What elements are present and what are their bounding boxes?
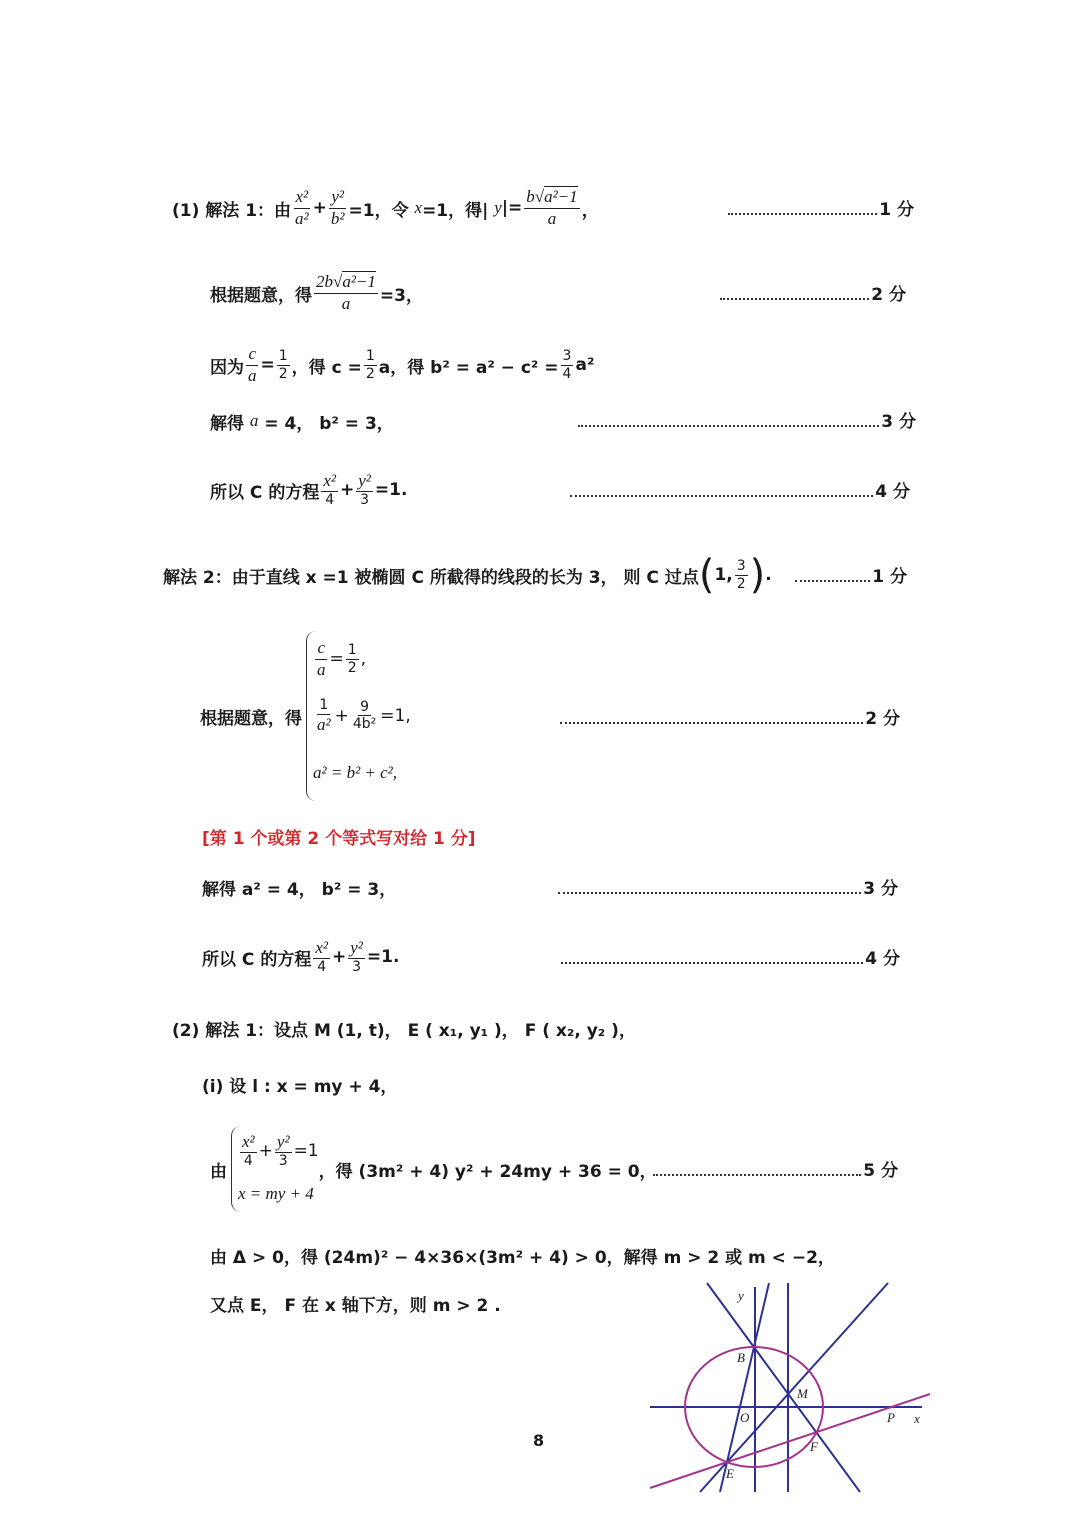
- denominator: 2: [278, 365, 288, 382]
- text: +: [312, 198, 327, 218]
- text: =3，: [379, 285, 423, 306]
- radicand: a²−1: [342, 272, 376, 292]
- text: 因为: [210, 357, 244, 378]
- denominator: a²: [317, 714, 331, 734]
- line-eb: [720, 1283, 769, 1492]
- text: +: [339, 480, 355, 500]
- text: +: [331, 947, 347, 967]
- text: ，: [581, 200, 599, 221]
- text: =1,: [380, 705, 411, 726]
- numerator: y²: [356, 471, 373, 492]
- text: +: [258, 1141, 273, 1161]
- text: = 4， b² = 3，: [258, 413, 394, 434]
- numerator: 2b√: [316, 272, 343, 292]
- label-y: y: [738, 1288, 744, 1303]
- denominator: 3: [360, 492, 370, 509]
- text: ，得 c =: [291, 357, 362, 378]
- numerator: 3: [562, 347, 572, 364]
- denominator: a: [547, 208, 557, 228]
- text: 由: [210, 1161, 227, 1182]
- denominator: 3: [352, 959, 362, 976]
- text: +: [334, 705, 349, 726]
- text: =1.: [374, 480, 408, 500]
- denominator: b²: [330, 208, 345, 228]
- label-x: x: [914, 1411, 920, 1426]
- denominator: a: [248, 365, 257, 385]
- text: a²: [575, 355, 595, 375]
- score-label: 2 分: [871, 285, 906, 305]
- text: a，得 b² = a² − c² =: [378, 357, 559, 378]
- equation: a² = b² + c²,: [313, 762, 398, 782]
- text: 解得: [210, 413, 250, 434]
- text: 解得 a² = 4， b² = 3，: [202, 879, 397, 900]
- numerator: 3: [736, 557, 746, 574]
- text: =1，得|: [422, 200, 495, 221]
- text: =1.: [366, 947, 400, 967]
- text: (i) 设 l : x = my + 4，: [202, 1076, 398, 1097]
- denominator: a: [341, 293, 351, 313]
- var: x: [414, 198, 423, 217]
- score-label: 4 分: [875, 482, 910, 502]
- denominator: 2: [347, 659, 357, 676]
- text: 解法 2：由于直线 x =1 被椭圆 C 所截得的线段的长为 3， 则 C 过点: [163, 567, 699, 588]
- score-label: 3 分: [863, 879, 898, 899]
- numerator: c: [315, 638, 327, 659]
- denominator: 4: [325, 492, 335, 509]
- denominator: 3: [278, 1153, 288, 1170]
- label-e: E: [726, 1466, 734, 1481]
- numerator: 9: [360, 698, 370, 715]
- equation: x = my + 4: [238, 1184, 314, 1203]
- numerator: x²: [321, 471, 338, 492]
- score-label: 1 分: [879, 200, 914, 220]
- denominator: 2: [736, 575, 746, 592]
- note-text: [第 1 个或第 2 个等式写对给 1 分]: [202, 828, 476, 849]
- denominator: a²: [295, 208, 309, 228]
- numerator: x²: [294, 187, 311, 208]
- label-m: M: [797, 1386, 808, 1401]
- text: (1) 解法 1：由: [172, 200, 292, 221]
- denominator: 4: [562, 365, 572, 382]
- label-o: O: [740, 1410, 750, 1425]
- numerator: x²: [313, 938, 330, 959]
- paren: ): [749, 552, 766, 598]
- score-label: 5 分: [863, 1161, 898, 1181]
- text: 1,: [714, 565, 733, 585]
- score-label: 2 分: [865, 709, 900, 729]
- numerator: c: [246, 344, 258, 365]
- numerator: b√: [526, 187, 545, 207]
- text: 根据题意，得: [200, 708, 302, 729]
- var: y: [494, 198, 502, 217]
- label-p: P: [887, 1410, 895, 1425]
- denominator: a: [317, 659, 326, 679]
- text: |=: [501, 198, 523, 218]
- text: 所以 C 的方程: [202, 949, 312, 970]
- text: 又点 E， F 在 x 轴下方，则 m > 2 .: [210, 1295, 501, 1316]
- text: 所以 C 的方程: [210, 482, 320, 503]
- label-b: B: [737, 1350, 745, 1365]
- numerator: 1: [319, 696, 329, 713]
- score-label: 4 分: [865, 949, 900, 969]
- text: (2) 解法 1：设点 M (1, t)， E ( x₁, y₁ )， F ( x₂, y₂ )，: [172, 1020, 636, 1041]
- page-number: [533, 1410, 544, 1470]
- var: a: [249, 411, 259, 430]
- text: .: [765, 565, 772, 585]
- numerator: 1: [365, 347, 375, 364]
- score-label: 1 分: [872, 567, 907, 587]
- numerator: x²: [240, 1132, 257, 1153]
- text: ,: [360, 649, 367, 670]
- denominator: 4b²: [352, 716, 377, 733]
- paren: (: [698, 552, 715, 598]
- text: =: [329, 649, 344, 670]
- text: =1，令: [348, 200, 415, 221]
- line-l: [650, 1394, 930, 1488]
- text: ，得 (3m² + 4) y² + 24my + 36 = 0，: [318, 1161, 657, 1182]
- numerator: y²: [348, 938, 365, 959]
- page-number-text: 8: [533, 1430, 545, 1450]
- score-label: 3 分: [881, 412, 916, 432]
- text: =1: [293, 1141, 319, 1161]
- numerator: 1: [278, 347, 288, 364]
- text: 由 Δ > 0，得 (24m)² − 4×36×(3m² + 4) > 0，解得 m > 2 或 m < −2，: [210, 1247, 835, 1268]
- label-f: F: [810, 1439, 818, 1454]
- text: 根据题意，得: [210, 285, 312, 306]
- denominator: 4: [243, 1153, 253, 1170]
- text: =: [260, 355, 275, 375]
- numerator: y²: [275, 1132, 292, 1153]
- radicand: a²−1: [544, 187, 578, 207]
- numerator: y²: [329, 187, 346, 208]
- numerator: 1: [347, 642, 357, 659]
- denominator: 2: [365, 365, 375, 382]
- denominator: 4: [317, 959, 327, 976]
